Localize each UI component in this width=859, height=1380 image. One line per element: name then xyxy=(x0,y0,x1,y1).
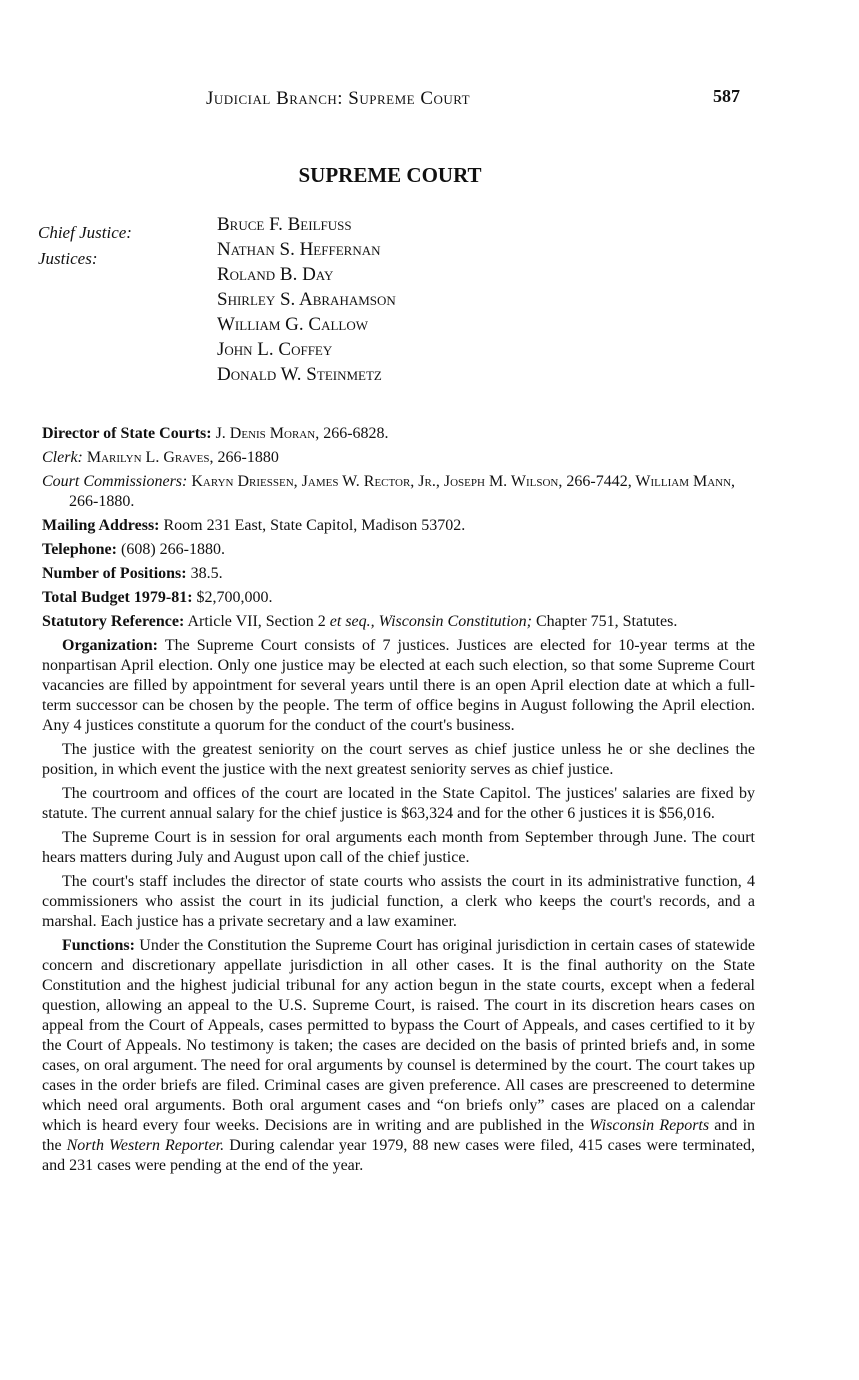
justice-list xyxy=(217,212,396,387)
justice-name: Nathan S. Heffernan xyxy=(217,239,381,260)
functions-label: Functions: xyxy=(62,937,135,954)
statutory-chapter: Chapter 751, Statutes. xyxy=(536,613,678,630)
north-western-reporter: North Western Reporter. xyxy=(66,1137,225,1154)
functions-paragraph xyxy=(42,936,755,1176)
justice-name: Donald W. Steinmetz xyxy=(217,364,382,385)
organization-text: The Supreme Court consists of 7 justices. Justices are elected for 10-year terms at the nonpartisan April election. Only one justice may be elected at each such election, so that some Supreme Court vacancies are filled by appointment for several years until there is an open April election date at which a full-term successor can be chosen by the people. The term of office begins in August following the April election. Any 4 justices constitute a quorum for the conduct of the court's business. xyxy=(42,637,755,734)
justice-name: Shirley S. Abrahamson xyxy=(217,289,396,310)
functions-statistics: During calendar year 1979, 88 new cases were filed, 415 cases were terminated, and 231 cases were pending at the end of the year. xyxy=(42,1137,756,1174)
functions-and: and in the xyxy=(42,1117,756,1154)
positions-entry xyxy=(42,564,755,584)
staff-paragraph: The court's staff includes the director of state courts who assists the court in its administrative function, 4 commissioners who assist the court in its judicial function, a clerk who keeps the court's records, and a marshal. Each justice has a private secretary and a law examiner. xyxy=(42,873,755,930)
statutory-entry xyxy=(42,612,755,632)
salary-paragraph: The courtroom and offices of the court are located in the State Capitol. The justices' salaries are fixed by statute. The current annual salary for the chief justice is $63,324 and for the other 6 justices it is $56,016. xyxy=(42,785,755,822)
clerk-entry xyxy=(42,448,755,468)
telephone-label: Telephone: xyxy=(42,541,117,558)
positions-label: Number of Positions: xyxy=(42,565,187,582)
page-title: SUPREME COURT xyxy=(298,163,482,187)
mailing-address-entry xyxy=(42,516,755,536)
clerk-label: Clerk: xyxy=(42,449,83,466)
page-number: 587 xyxy=(713,86,740,106)
director-label: Director of State Courts: xyxy=(42,425,212,442)
telephone-entry xyxy=(42,540,755,560)
statutory-constitution: Wisconsin Constitution; xyxy=(378,613,532,630)
budget-value: $2,700,000. xyxy=(196,589,273,606)
functions-text: Under the Constitution the Supreme Court has original jurisdiction in certain cases of statewide concern and discretionary appellate jurisdiction in all other cases. It is the final authority on the State Constitution and the highest judicial tribunal for any action begun in the state courts, except when a federal question, allowing an appeal to the U.S. Supreme Court, is raised. The court in its discretion hears cases on appeal from the Court of Appeals, cases permitted to bypass the Court of Appeals, and cases certified to it by the Court of Appeals. No testimony is taken; the cases are decided on the basis of printed briefs and, in some cases, on oral argument. The need for oral arguments by counsel is determined by the court. The court takes up cases in the order briefs are filed. Criminal cases are given preference. All cases are prescreened to determine which need oral arguments. Both oral argument cases and “on briefs only” cases are placed on a calendar which is heard every four weeks. Decisions are in writing and are published in the xyxy=(42,937,756,1134)
budget-label: Total Budget 1979-81: xyxy=(42,589,193,606)
clerk-value: Marilyn L. Graves, 266-1880 xyxy=(86,449,279,466)
body-text xyxy=(42,424,755,1180)
budget-entry xyxy=(42,588,755,608)
commissioners-label: Court Commissioners: xyxy=(42,473,188,490)
statutory-label: Statutory Reference: xyxy=(42,613,185,630)
director-entry xyxy=(42,424,755,444)
commissioners-entry xyxy=(42,472,755,512)
commissioners-value: Karyn Driessen, James W. Rector, Jr., Joseph M. Wilson, 266-7442, William Mann, 266-1880. xyxy=(69,473,736,510)
organization-paragraph xyxy=(42,636,755,736)
director-value: J. Denis Moran, 266-6828. xyxy=(215,425,389,442)
role-labels xyxy=(38,220,132,272)
positions-value: 38.5. xyxy=(190,565,223,582)
justice-name: Roland B. Day xyxy=(217,264,334,285)
seniority-paragraph: The justice with the greatest seniority on the court serves as chief justice unless he or she declines the position, in which event the justice with the next greatest seniority serves as chief justice. xyxy=(42,741,755,778)
running-head: Judicial Branch: Supreme Court xyxy=(206,88,471,109)
justice-name: John L. Coffey xyxy=(217,339,333,360)
justices-label: Justices: xyxy=(38,249,98,268)
organization-label: Organization: xyxy=(62,637,158,654)
wisconsin-reports: Wisconsin Reports xyxy=(589,1117,710,1134)
chief-justice-label: Chief Justice: xyxy=(38,223,132,242)
telephone-value: (608) 266-1880. xyxy=(120,541,225,558)
justice-name: William G. Callow xyxy=(217,314,368,335)
mailing-address-label: Mailing Address: xyxy=(42,517,160,534)
justice-name: Bruce F. Beilfuss xyxy=(217,214,352,235)
mailing-address-value: Room 231 East, State Capitol, Madison 53702. xyxy=(163,517,466,534)
statutory-article: Article VII, Section 2 xyxy=(187,613,326,630)
session-paragraph: The Supreme Court is in session for oral arguments each month from September through June. The court hears matters during July and August upon call of the chief justice. xyxy=(42,829,755,866)
statutory-et-seq: et seq., xyxy=(329,613,375,630)
